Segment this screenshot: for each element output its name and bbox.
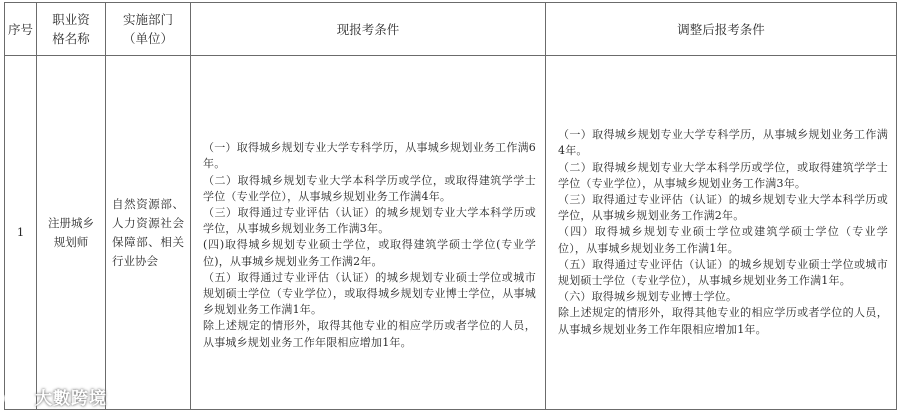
current-condition-item: （五）取得通过专业评估（认证）的城乡规划专业硕士学位或城市规划硕士学位（专业学位），或取得城乡规划专业博士学位，从事城乡规划业务工作满1年。	[203, 270, 536, 317]
watermark-text: 大數跨境	[35, 389, 107, 409]
adjusted-condition-item: （三）取得通过专业评估（认证）的城乡规划专业大学本科学历或学位，从事城乡规划业务工作满2年。	[558, 192, 888, 223]
current-condition-item: (四)取得城乡规划专业硕士学位，或取得建筑学硕士学位(专业学位)，从事城乡规划业务工作满2年。	[203, 238, 536, 268]
table-row	[5, 56, 897, 410]
implementing-department: 自然资源部、人力资源社会保障部、相关行业协会	[106, 56, 191, 410]
adjusted-condition-item: （二）取得城乡规划专业大学本科学历或学位，或取得建筑学学士学位（专业学位），从事城乡规划业务工作满3年。	[558, 160, 888, 190]
current-condition-item: 除上述规定的情形外，取得其他专业的相应学历或者学位的人员，从事城乡规划业务工作年限相应增加1年。	[203, 319, 536, 349]
current-conditions	[191, 56, 546, 410]
row-num: 1	[5, 56, 37, 410]
current-condition-item: （三）取得通过专业评估（认证）的城乡规划专业大学本科学历或学位，从事城乡规划业务工作满3年。	[203, 205, 536, 236]
watermark	[3, 384, 107, 409]
adjusted-condition-item: （四）取得城乡规划专业硕士学位或建筑学硕士学位（专业学位），从事城乡规划业务工作满1年。	[558, 225, 888, 255]
adjusted-conditions	[546, 56, 897, 410]
current-condition-item: （一）取得城乡规划专业大学专科学历，从事城乡规划业务工作满6年。	[203, 141, 536, 171]
header-adjusted-conditions: 调整后报考条件	[546, 3, 897, 56]
adjusted-condition-item: （六）取得城乡规划专业博士学位。	[558, 290, 738, 304]
qualification-name: 注册城乡规划师	[37, 56, 106, 410]
adjusted-condition-item: （五）取得通过专业评估（认证）的城乡规划专业硕士学位或城市规划硕士学位（专业学位），从事城乡规划业务工作满1年。	[558, 257, 888, 287]
header-department: 实施部门（单位）	[106, 3, 191, 56]
header-qualification: 职业资格名称	[37, 3, 106, 56]
qualification-table	[4, 2, 897, 410]
header-num: 序号	[5, 3, 37, 56]
header-current-conditions: 现报考条件	[191, 3, 546, 56]
adjusted-condition-item: 除上述规定的情形外，取得其他专业的相应学历或者学位的人员，从事城乡规划业务工作年限相应增加1年。	[558, 306, 888, 336]
table-header-row	[5, 3, 897, 56]
watermark-logo-icon	[3, 387, 33, 407]
adjusted-condition-item: （一）取得城乡规划专业大学专科学历，从事城乡规划业务工作满4年。	[558, 128, 888, 158]
current-condition-item: （二）取得城乡规划专业大学本科学历或学位，或取得建筑学学士学位（专业学位），从事城乡规划业务工作满4年。	[203, 173, 536, 203]
